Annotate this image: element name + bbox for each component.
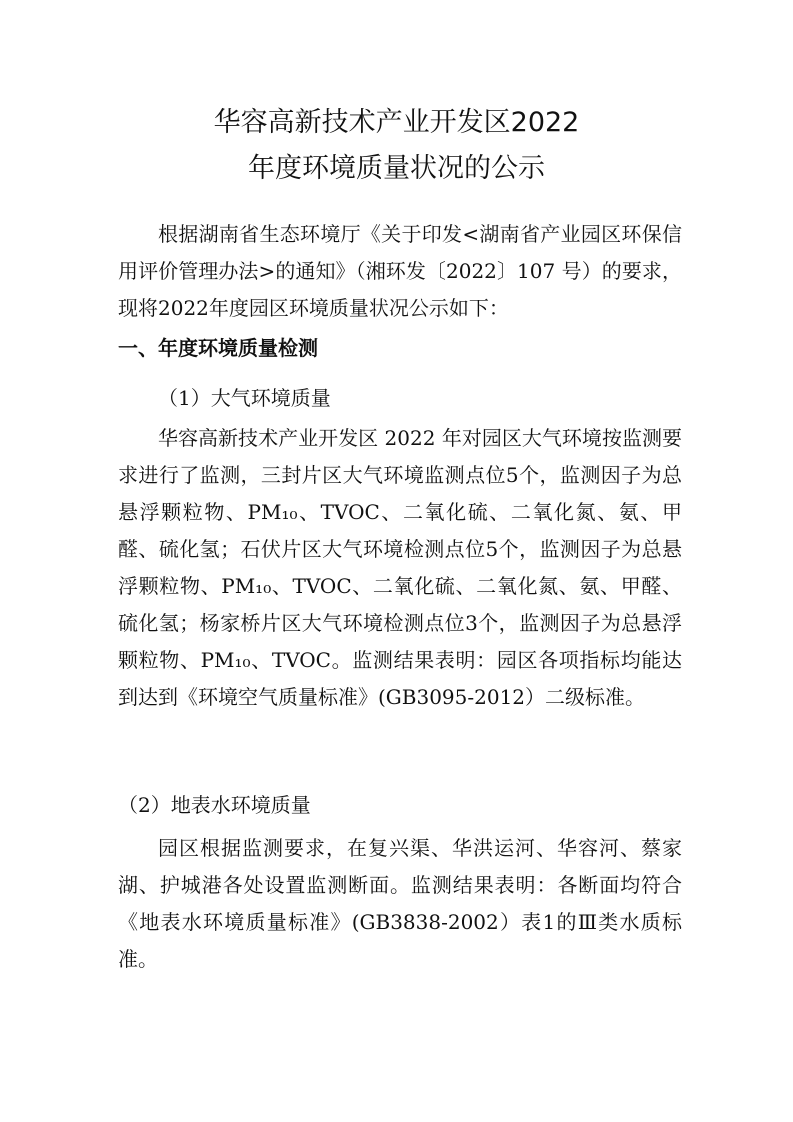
section-heading-annual-monitoring: 一、年度环境质量检测: [118, 336, 318, 360]
document-title-line-2: 年度环境质量状况的公示: [248, 153, 545, 184]
surface-water-paragraph: 园区根据监测要求，在复兴渠、华洪运河、华容河、蔡家湖、护城港各处设置监测断面。监测结果表明：各断面均符合《地表水环境质量标准》(GB3838-2002）表1的Ⅲ类水质标准。: [118, 836, 682, 971]
subsection-heading-air-quality: （1）大气环境质量: [158, 386, 331, 410]
document-title-line-1: 华容高新技术产业开发区2022: [213, 107, 580, 138]
intro-paragraph: 根据湖南省生态环境厅《关于印发<湖南省产业园区环保信用评价管理办法>的通知》（湘环发〔2022〕107 号）的要求，现将2022年度园区环境质量状况公示如下：: [118, 222, 682, 320]
subsection-heading-surface-water: （2）地表水环境质量: [118, 793, 311, 817]
air-quality-paragraph: 华容高新技术产业开发区 2022 年对园区大气环境按监测要求进行了监测，三封片区大气环境监测点位5个，监测因子为总悬浮颗粒物、PM₁₀、TVOC、二氧化硫、二氧化氮、氨、甲醛、硫化氢；石伏片区大气环境检测点位5个，监测因子为总悬浮颗粒物、PM₁₀、TVOC、二氧化硫、二氧化氮、氨、甲醛、硫化氢；杨家桥片区大气环境检测点位3个，监测因子为总悬浮颗粒物、PM₁₀、TVOC。监测结果表明：园区各项指标均能达到达到《环境空气质量标准》(GB3095-2012）二级标准。: [118, 426, 682, 709]
